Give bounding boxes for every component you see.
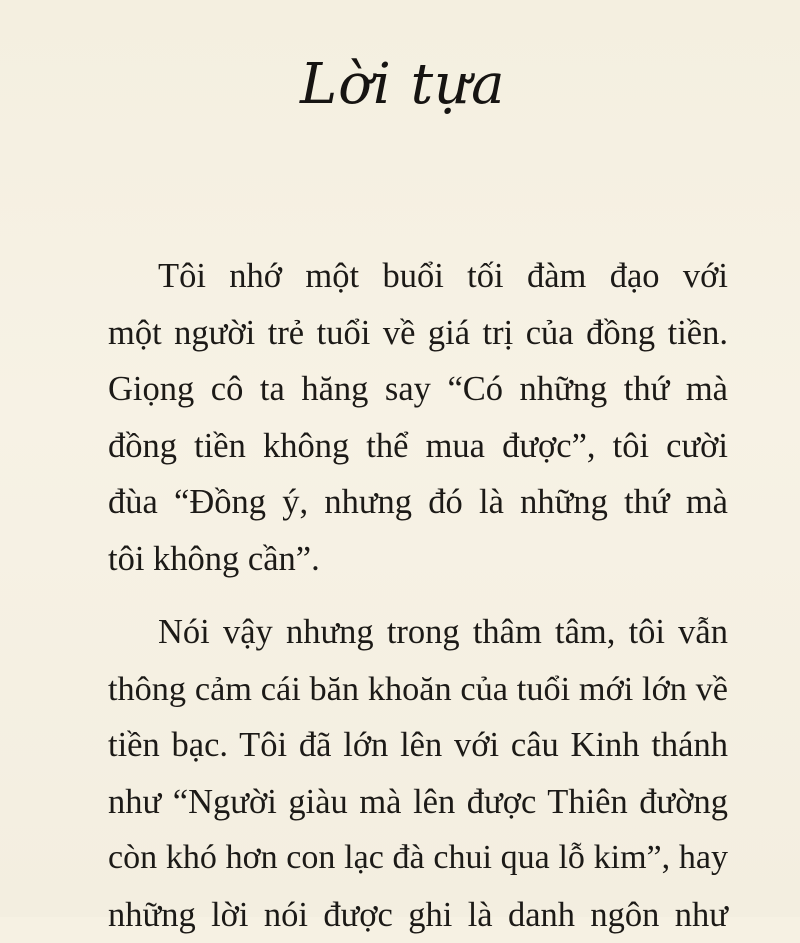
body-text: [108, 248, 728, 943]
text-line: thông cảm cái băn khoăn của tuổi mới lớn về: [108, 661, 728, 718]
text-line: Giọng cô ta hăng say “Có những thứ mà: [108, 361, 728, 418]
text-line: Nói vậy nhưng trong thâm tâm, tôi vẫn: [108, 604, 728, 661]
text-line: như “Người giàu mà lên được Thiên đường: [108, 774, 728, 831]
text-line: những lời nói được ghi là danh ngôn như: [108, 887, 728, 943]
text-line: đùa “Đồng ý, nhưng đó là những thứ mà: [108, 474, 728, 531]
text-line: một người trẻ tuổi về giá trị của đồng tiền.: [108, 305, 728, 362]
text-line: tiền bạc. Tôi đã lớn lên với câu Kinh thánh: [108, 717, 728, 774]
text-line: tôi không cần”.: [108, 531, 728, 588]
text-line: đồng tiền không thể mua được”, tôi cười: [108, 418, 728, 475]
page-title: Lời tựa: [300, 52, 506, 117]
text-line: còn khó hơn con lạc đà chui qua lỗ kim”, hay: [108, 830, 728, 887]
paragraph-2: [108, 604, 728, 943]
paragraph-1: [108, 248, 728, 587]
text-line: Tôi nhớ một buổi tối đàm đạo với: [108, 248, 728, 305]
